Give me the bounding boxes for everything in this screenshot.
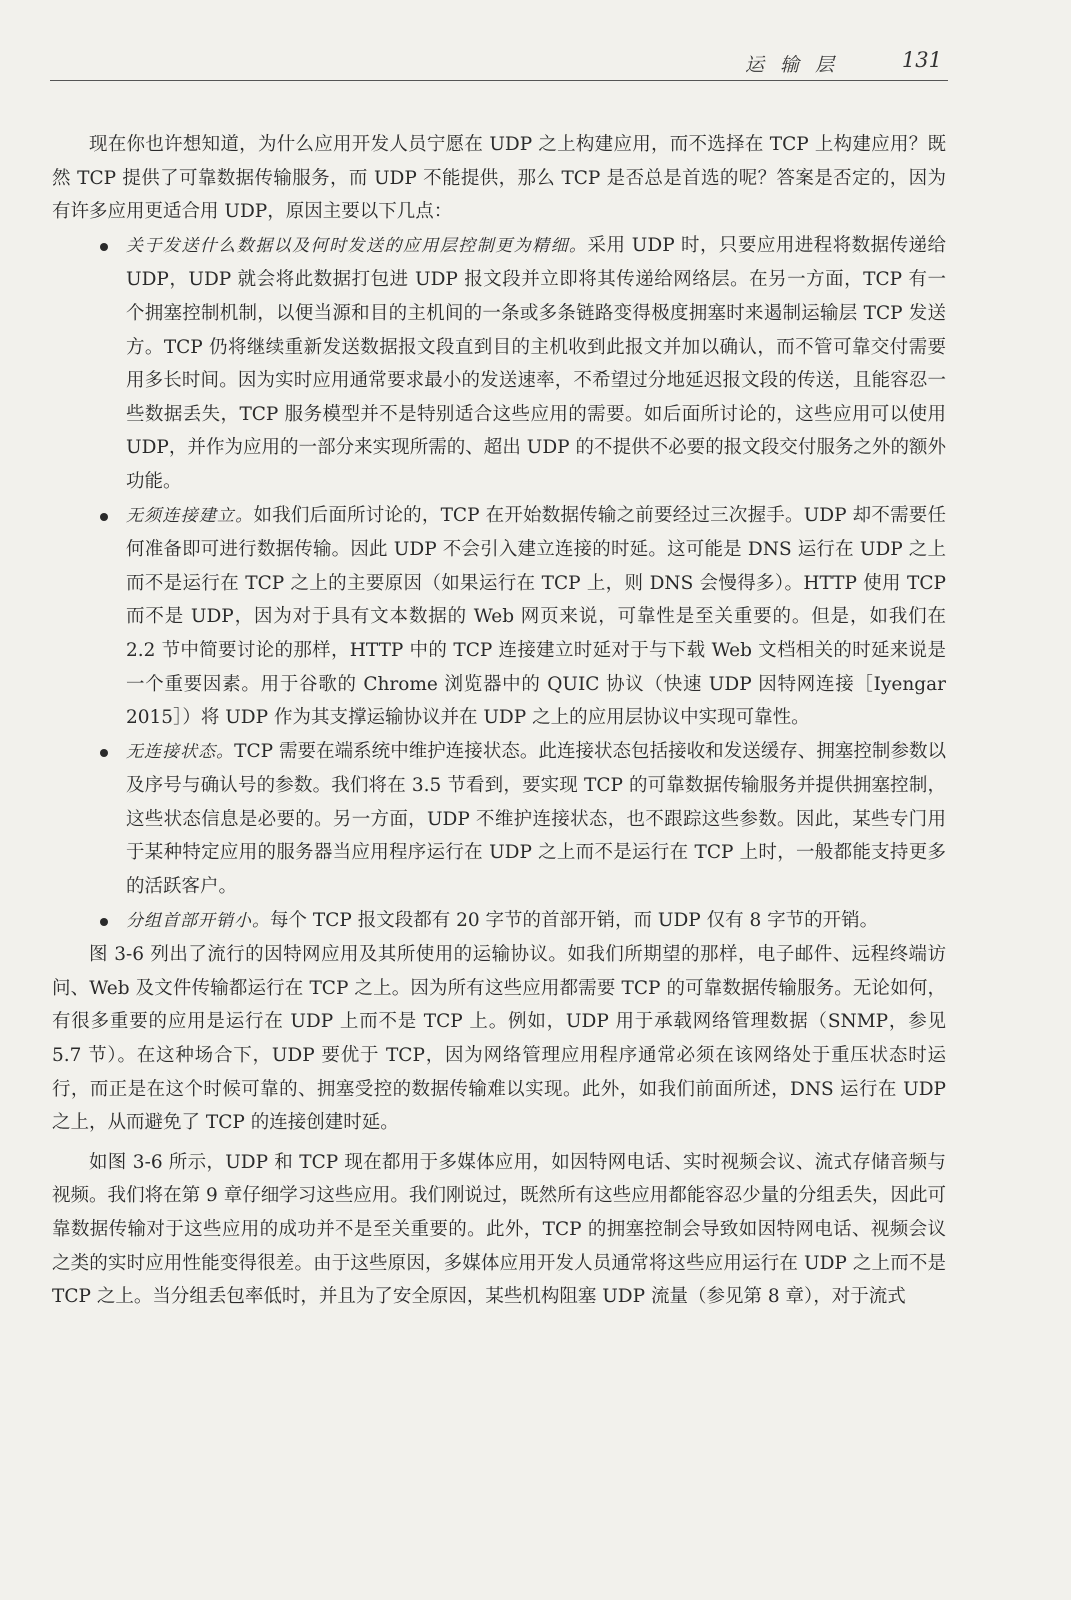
intro-paragraph: 现在你也许想知道，为什么应用开发人员宁愿在 UDP 之上构建应用，而不选择在 TCP 上构建应用？既然 TCP 提供了可靠数据传输服务，而 UDP 不能提供，那么 TCP 是否总是首选的呢？答案是否定的，因为有许多应用更适合用 UDP，原因主要以下几点：	[52, 134, 946, 223]
bullet-text: 采用 UDP 时，只要应用进程将数据传递给 UDP，UDP 就会将此数据打包进 UDP 报文段并立即将其传递给网络层。在另一方面，TCP 有一个拥塞控制机制，以便当源和目的主机间的一条或多条链路变得极度拥塞时来遏制运输层 TCP 发送方。TCP 仍将继续重新发送数据报文段直到目的主机收到此报文并加以确认，而不管可靠交付需要用多长时间。因为实时应用通常要求最小的发送速率，不希望过分地延迟报文段的传送，且能容忍一些数据丢失，TCP 服务模型并不是特别适合这些应用的需要。如后面所讨论的，这些应用可以使用 UDP，并作为应用的一部分来实现所需的、超出 UDP 的不提供不必要的报文段交付服务之外的额外功能。	[126, 234, 947, 492]
list-item	[52, 229, 946, 499]
bullet-text: 如我们后面所讨论的，TCP 在开始数据传输之前要经过三次握手。UDP 却不需要任何准备即可进行数据传输。因此 UDP 不会引入建立连接的时延。这可能是 DNS 运行在 UDP 之上而不是运行在 TCP 之上的主要原因（如果运行在 TCP 上，则 DNS 会慢得多）。HTTP 使用 TCP 而不是 UDP，因为对于具有文本数据的 Web 网页来说，可靠性是至关重要的。但是，如我们在 2.2 节中简要讨论的那样，HTTP 中的 TCP 连接建立时延对于与下载 Web 文档相关的时延来说是一个重要因素。用于谷歌的 Chrome 浏览器中的 QUIC 协议（快速 UDP 因特网连接［Iyengar 2015］）将 UDP 作为其支撑运输协议并在 UDP 之上的应用层协议中实现可靠性。	[126, 504, 947, 729]
running-header	[50, 46, 948, 81]
bullet-text: TCP 需要在端系统中维护连接状态。此连接状态包括接收和发送缓存、拥塞控制参数以及序号与确认号的参数。我们将在 3.5 节看到，要实现 TCP 的可靠数据传输服务并提供拥塞控制，这些状态信息是必要的。另一方面，UDP 不维护连接状态，也不跟踪这些参数。因此，某些专门用于某种特定应用的服务器当应用程序运行在 UDP 之上而不是运行在 TCP 上时，一般都能支持更多的活跃客户。	[126, 740, 947, 898]
bullet-icon	[100, 749, 108, 757]
bullet-icon	[100, 513, 108, 521]
page-number: 131	[901, 48, 942, 72]
list-item	[52, 499, 946, 735]
bullet-icon	[100, 243, 108, 251]
list-item	[52, 735, 946, 904]
bullet-term: 无连接状态。	[126, 741, 235, 762]
bullet-text: 每个 TCP 报文段都有 20 字节的首部开销，而 UDP 仅有 8 字节的开销。	[270, 909, 879, 931]
body-text	[52, 128, 946, 1314]
bullet-term: 关于发送什么数据以及何时发送的应用层控制更为精细。	[126, 235, 588, 256]
body-paragraph: 如图 3-6 所示，UDP 和 TCP 现在都用于多媒体应用，如因特网电话、实时视频会议、流式存储音频与视频。我们将在第 9 章仔细学习这些应用。我们刚说过，既然所有这些应用都能容忍少量的分组丢失，因此可靠数据传输对于这些应用的成功并不是至关重要的。此外，TCP 的拥塞控制会导致如因特网电话、视频会议之类的实时应用性能变得很差。由于这些原因，多媒体应用开发人员通常将这些应用运行在 UDP 之上而不是 TCP 之上。当分组丢包率低时，并且为了安全原因，某些机构阻塞 UDP 流量（参见第 8 章），对于流式	[52, 1151, 946, 1308]
chapter-title: 运输层	[744, 54, 850, 76]
body-paragraph: 图 3-6 列出了流行的因特网应用及其所使用的运输协议。如我们所期望的那样，电子邮件、远程终端访问、Web 及文件传输都运行在 TCP 之上。因为所有这些应用都需要 TCP 的可靠数据传输服务。无论如何，有很多重要的应用是运行在 UDP 上而不是 TCP 上。例如，UDP 用于承载网络管理数据（SNMP，参见 5.7 节）。在这种场合下，UDP 要优于 TCP，因为网络管理应用程序通常必须在该网络处于重压状态时运行，而正是在这个时候可靠的、拥塞受控的数据传输难以实现。此外，如我们前面所述，DNS 运行在 UDP 之上，从而避免了 TCP 的连接创建时延。	[52, 944, 946, 1134]
bullet-term: 无须连接建立。	[126, 505, 254, 526]
reasons-list	[52, 229, 946, 938]
bullet-term: 分组首部开销小。	[126, 910, 270, 931]
list-item	[52, 904, 946, 939]
bullet-icon	[100, 918, 108, 926]
